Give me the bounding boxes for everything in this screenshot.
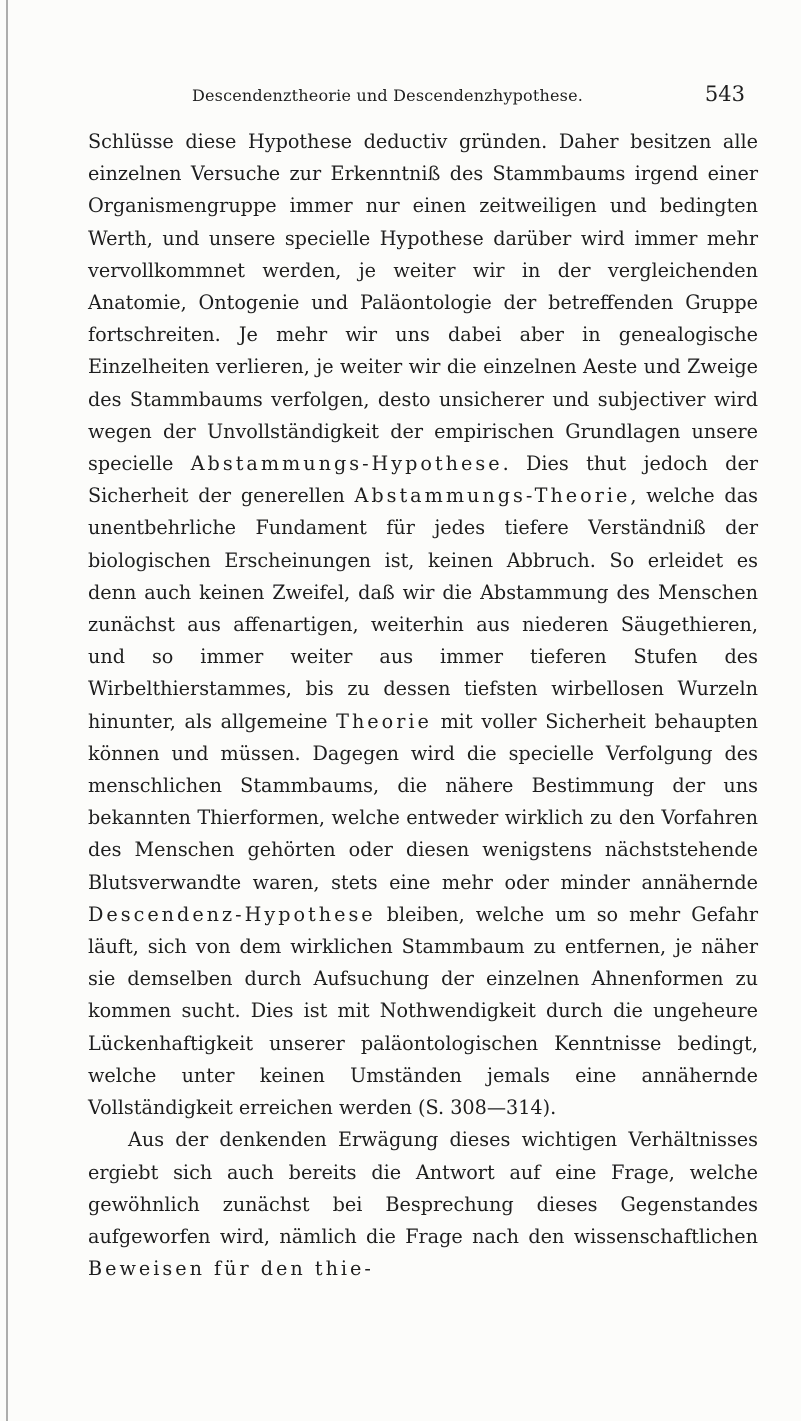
- emphasized-term: Descendenz-Hypothese: [88, 902, 376, 926]
- emphasized-term: Abstammungs-Theorie: [354, 484, 631, 508]
- emphasized-term: Theorie: [336, 709, 432, 733]
- page-header: [120, 82, 745, 116]
- emphasized-term: Abstammungs-Hypothese: [190, 452, 503, 476]
- text-segment: , welche das unentbehrliche Fundament für jedes tiefere Verständniß der biologischen Erscheinungen ist, keinen Abbruch. So erleidet es denn auch keinen Zweifel, daß wir die Abstammung des Menschen zunächst aus affenartigen, weiterhin aus niederen Säugethieren, und so immer weiter aus immer tieferen Stufen des Wirbelthierstammes, bis zu dessen tiefsten wirbellosen Wurzeln hinunter, als allgemeine: [88, 484, 758, 733]
- text-segment: bleiben, welche um so mehr Gefahr läuft, sich von dem wirklichen Stammbaum zu entfernen, je näher sie demselben durch Aufsuchung der einzelnen Ahnenformen zu kommen sucht. Dies ist mit Nothwendigkeit durch die ungeheure Lückenhaftigkeit unserer paläontologischen Kenntnisse bedingt, welche unter keinen Umständen jemals eine annähernde Vollständigkeit erreichen werden (S. 308—314).: [88, 902, 758, 1120]
- body-text: [88, 126, 758, 1285]
- text-segment: . Dies thut jedoch der Sicherheit der generellen: [88, 452, 758, 508]
- running-title: Descendenztheorie und Descendenzhypothese.: [191, 86, 584, 105]
- text-segment: Schlüsse diese Hypothese deductiv gründen. Daher besitzen alle einzelnen Versuche zur Erkenntniß des Stammbaums irgend einer Organismengruppe immer nur einen zeitweiligen und bedingten Werth, und unsere specielle Hypothese darüber wird immer mehr vervollkommnet werden, je weiter wir in der vergleichenden Anatomie, Ontogenie und Paläontologie der betreffenden Gruppe fortschreiten. Je mehr wir uns dabei aber in genealogische Einzelheiten verlieren, je weiter wir die einzelnen Aeste und Zweige des Stammbaums verfolgen, desto unsicherer und subjectiver wird wegen der Unvollständigkeit der empirischen Grundlagen unsere specielle: [88, 130, 758, 476]
- emphasized-term: Beweisen für den thie-: [88, 1257, 374, 1281]
- binding-edge: [6, 0, 8, 1421]
- page-number: 543: [704, 82, 745, 106]
- text-segment: mit voller Sicherheit behaupten können und müssen. Dagegen wird die specielle Verfolgung des menschlichen Stammbaums, die nähere Bestimmung der uns bekannten Thierformen, welche entweder wirklich zu den Vorfahren des Menschen gehörten oder diesen wenigstens nächststehende Blutsverwandte waren, stets eine mehr oder minder annähernde: [88, 709, 759, 894]
- text-segment: Aus der denkenden Erwägung dieses wichtigen Verhältnisses ergiebt sich auch bereits die Antwort auf eine Frage, welche gewöhnlich zunächst bei Besprechung dieses Gegenstandes aufgeworfen wird, nämlich die Frage nach den wissenschaftlichen: [88, 1128, 758, 1248]
- paragraph-1: [88, 126, 758, 1124]
- paragraph-2: [88, 1124, 758, 1285]
